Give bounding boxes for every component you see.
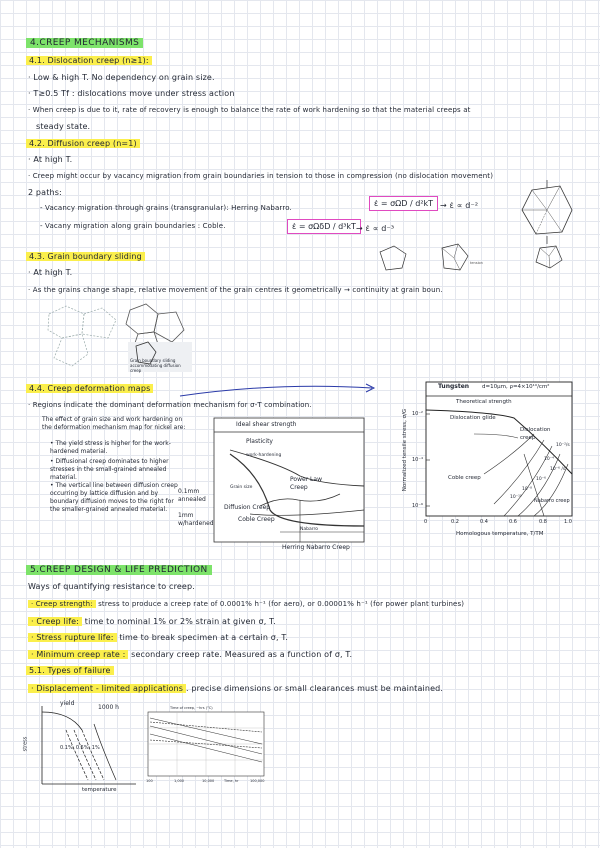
y-axis-label: Normalized tensile stress, σ/G <box>402 408 408 492</box>
note-line: 2 paths: <box>28 188 62 197</box>
label-coble-creep: Coble creep <box>448 475 481 481</box>
note-line: · T≥0.5 Tf : dislocations move under stress action <box>28 89 235 98</box>
y-tick: 10⁻² <box>412 411 424 417</box>
subsection-5-1-title: 5.1. Types of failure <box>26 666 114 675</box>
note-line: · Low & high T. No dependency on grain size. <box>28 73 215 82</box>
note-line: - Vacancy migration through grains (transgranular): Herring Nabarro. <box>40 204 292 212</box>
note-line: steady state. <box>36 122 91 131</box>
map-bullet-text: The vertical line between diffusion creep occurring by lattice diffusion and by boundary diffusion moves to the right for the smaller-grained annealed material. <box>50 482 178 513</box>
rate-label: 10⁻⁸ <box>522 487 532 492</box>
label-herring-nabarro: Herring Nabarro Creep <box>282 544 350 551</box>
note-line: - Vacany migration along grain boundaries : Coble. <box>40 222 226 230</box>
label-power-law: Power Law Creep <box>290 476 322 491</box>
equation-proportionality: → ε̇ ∝ d⁻² <box>440 201 479 210</box>
subsection-4-3-title: 4.3. Grain boundary sliding <box>26 252 145 261</box>
map-explanation <box>42 416 214 546</box>
label-glide: Dislocation glide <box>450 415 496 421</box>
map-bullet: • The vertical line between diffusion creep occurring by lattice diffusion and by boundary diffusion moves to the right for the smaller-grained annealed material. <box>50 482 178 513</box>
map-bullet-text: Diffusional creep dominates to higher stresses in the small-grained annealed material. <box>50 458 169 481</box>
arrow-to-map <box>178 378 378 400</box>
definition: . precise dimensions or small clearances must be maintained. <box>186 684 444 693</box>
section-5-title: 5.CREEP DESIGN & LIFE PREDICTION <box>26 565 212 575</box>
term-creep-life: · Creep life: <box>28 617 82 626</box>
label-plasticity: Plasticity <box>246 438 273 445</box>
term-stress-rupture: · Stress rupture life: <box>28 633 117 642</box>
map-bullet-text: The yield stress is higher for the work-hardened material. <box>50 440 171 455</box>
tungsten-deformation-map <box>394 374 584 546</box>
map-intro: The effect of grain size and work hardening on the deformation mechanism map for nickel are: <box>42 416 186 431</box>
label-coble: Coble Creep <box>238 516 275 523</box>
x-tick: 0.4 <box>480 519 488 525</box>
nickel-deformation-map <box>210 414 370 554</box>
map-params: d=10μm, ρ=4×10¹⁰/cm² <box>482 384 550 390</box>
stress-temperature-figure <box>22 700 140 796</box>
note-line <box>28 633 288 642</box>
rate-label: 10⁻⁴ <box>544 457 554 462</box>
x-tick: 100,000 <box>250 779 265 783</box>
map-bullet: • Diffusional creep dominates to higher stresses in the small-grained annealed material. <box>50 458 169 481</box>
label-nabarro-small: Nabarro <box>300 527 319 532</box>
rate-label: 10⁻⁶ /s <box>550 467 566 472</box>
subsection-4-2-title: 4.2. Diffusion creep (n=1) <box>26 139 140 148</box>
label-hours: 1000 h <box>98 704 119 711</box>
note-line: · At high T. <box>28 155 73 164</box>
definition: time to break specimen at a certain σ, T. <box>116 633 289 642</box>
subsection-4-4-title: 4.4. Creep deformation maps <box>26 384 153 393</box>
label-yield: yield <box>60 700 75 707</box>
label-ideal-shear: Ideal shear strength <box>236 421 297 428</box>
rate-label: 10⁻¹⁰ <box>510 495 522 500</box>
x-axis-label: temperature <box>82 787 117 793</box>
x-tick: 0 <box>424 519 428 525</box>
note-line <box>28 650 352 659</box>
definition: secondary creep rate. Measured as a function of σ, T. <box>128 650 353 659</box>
y-axis-label: stress <box>22 736 29 752</box>
x-tick: 1.0 <box>564 519 572 525</box>
grain-shape-figure <box>372 238 492 278</box>
y-tick: 10⁻⁶ <box>412 503 424 509</box>
label-large-grain: 1mm w/hardened <box>178 512 214 527</box>
subsection-4-1-title: 4.1. Dislocation creep (n≥1): <box>26 56 152 65</box>
label-disl-creep: Dislocation creep <box>520 427 551 441</box>
term-min-creep-rate: · Minimum creep rate : <box>28 650 128 659</box>
y-tick: 10⁻⁴ <box>412 457 424 463</box>
note-line <box>28 617 276 626</box>
note-line: Ways of quantifying resistance to creep. <box>28 582 195 591</box>
x-axis-label: Homologous temperature, T/TM <box>456 531 544 537</box>
note-line: · Regions indicate the dominant deformation mechanism for σ-T combination. <box>28 401 312 409</box>
map-bullet: • The yield stress is higher for the work-hardened material. <box>50 440 171 455</box>
x-tick: 0.2 <box>451 519 459 525</box>
grain-sliding-figure <box>44 302 194 374</box>
equation-proportionality: → ε̇ ∝ d⁻³ <box>356 224 395 233</box>
label-grain-size: Grain size <box>230 485 253 490</box>
definition: time to nominal 1% or 2% strain at given σ, T. <box>82 617 276 626</box>
x-tick: 0.8 <box>539 519 547 525</box>
note-line: · At high T. <box>28 268 73 277</box>
creep-time-figure <box>140 704 270 784</box>
equation-herring-nabarro: ε̇ = σΩD / d²kT <box>369 196 438 211</box>
equation-coble: ε̇ = σΩδD / d³kT <box>287 219 361 234</box>
map-title: Tungsten <box>438 383 470 390</box>
definition: stress to produce a creep rate of 0.0001% h⁻¹ (for aero), or 0.00001% h⁻¹ (for power plant turbines) <box>95 600 465 608</box>
note-line: · When creep is due to it, rate of recovery is enough to balance the rate of work hardening so that the material creeps at <box>28 106 471 114</box>
label-theoretical: Theoretical strength <box>456 399 512 405</box>
label-nabarro-creep: Nabarro creep <box>534 498 570 504</box>
diffusion-grain-figure <box>512 180 582 270</box>
x-axis-label: Time, hr <box>224 779 239 783</box>
note-line <box>28 684 443 693</box>
label-diffusion: Diffusion Creep <box>224 504 271 511</box>
rate-label: 10⁻⁶ <box>536 477 546 482</box>
note-line <box>28 600 464 608</box>
term-creep-strength: · Creep strength: <box>28 600 96 608</box>
note-line: · Creep might occur by vacancy migration from grain boundaries in tension to those in compression (no dislocation movement) <box>28 172 494 180</box>
x-tick: 100 <box>146 779 153 783</box>
note-line: · As the grains change shape, relative movement of the grain centres it geometrically → continuity at grain boun. <box>28 286 443 294</box>
section-4-title: 4.CREEP MECHANISMS <box>26 38 143 48</box>
x-tick: 10,000 <box>202 779 215 783</box>
label-strains: 0.1%, 0.5%, 1% <box>60 745 100 751</box>
label-small-grain: 0.1mm annealed <box>178 488 206 503</box>
figure-caption: Grain boundary sliding accommodating diffusion creep <box>130 358 181 373</box>
term-displacement: · Displacement - limited applications <box>28 684 186 693</box>
label-work-hardening: work-hardening <box>246 453 282 458</box>
x-tick: 0.6 <box>509 519 517 525</box>
chart-title: Time of creep, ~hrs (°C) <box>170 706 213 710</box>
svg-text:tension: tension <box>470 261 483 265</box>
x-tick: 1,000 <box>174 779 185 783</box>
rate-label: 10⁻²/s <box>556 443 570 448</box>
